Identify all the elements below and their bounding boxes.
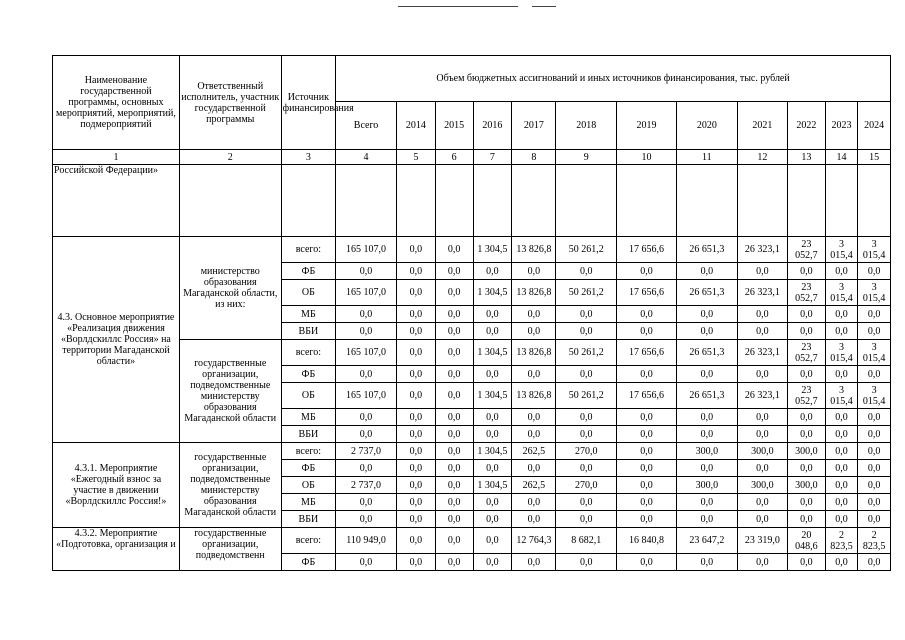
value-cell: 0,0	[336, 263, 397, 280]
value-cell: 0,0	[473, 409, 512, 426]
value-cell: 0,0	[396, 280, 435, 306]
value-cell: 13 826,8	[512, 383, 556, 409]
value-cell: 0,0	[617, 554, 677, 571]
value-cell: 0,0	[556, 511, 617, 528]
header-year: 2021	[737, 102, 787, 150]
header-name: Наименование государственной программы, основных мероприятий, мероприятий, подмероприятий	[53, 56, 180, 150]
source-cell: ФБ	[281, 366, 336, 383]
value-cell: 0,0	[825, 366, 858, 383]
header-year: 2024	[858, 102, 891, 150]
value-cell: 0,0	[473, 460, 512, 477]
value-cell: 1 304,5	[473, 383, 512, 409]
header-year: 2015	[435, 102, 473, 150]
value-cell: 0,0	[858, 263, 891, 280]
value-cell: 0,0	[512, 460, 556, 477]
value-cell: 8 682,1	[556, 528, 617, 554]
value-cell: 300,0	[788, 477, 826, 494]
value-cell: 0,0	[435, 528, 473, 554]
scan-artifact-line	[398, 6, 518, 7]
column-number: 15	[858, 150, 891, 165]
header-year: 2020	[676, 102, 737, 150]
source-cell: ВБИ	[281, 426, 336, 443]
value-cell: 0,0	[617, 366, 677, 383]
value-cell: 17 656,6	[617, 280, 677, 306]
value-cell: 0,0	[336, 426, 397, 443]
value-cell: 0,0	[435, 443, 473, 460]
value-cell: 26 651,3	[676, 237, 737, 263]
value-cell: 17 656,6	[617, 340, 677, 366]
source-cell: всего:	[281, 340, 336, 366]
value-cell: 0,0	[737, 511, 787, 528]
value-cell: 0,0	[617, 306, 677, 323]
value-cell: 0,0	[556, 409, 617, 426]
column-number: 6	[435, 150, 473, 165]
value-cell: 0,0	[336, 409, 397, 426]
value-cell: 0,0	[336, 323, 397, 340]
value-cell: 3 015,4	[825, 383, 858, 409]
value-cell: 0,0	[825, 263, 858, 280]
value-cell: 0,0	[737, 323, 787, 340]
source-cell: МБ	[281, 494, 336, 511]
header-total: Всего	[336, 102, 397, 150]
value-cell: 0,0	[788, 426, 826, 443]
value-cell: 110 949,0	[336, 528, 397, 554]
value-cell: 0,0	[556, 494, 617, 511]
value-cell: 0,0	[396, 366, 435, 383]
value-cell: 13 826,8	[512, 237, 556, 263]
column-number: 13	[788, 150, 826, 165]
value-cell: 50 261,2	[556, 383, 617, 409]
value-cell: 0,0	[435, 263, 473, 280]
value-cell: 1 304,5	[473, 340, 512, 366]
value-cell: 0,0	[512, 306, 556, 323]
table-row	[53, 528, 891, 554]
value-cell: 0,0	[473, 528, 512, 554]
value-cell: 0,0	[396, 460, 435, 477]
value-cell: 12 764,3	[512, 528, 556, 554]
value-cell: 1 304,5	[473, 477, 512, 494]
value-cell: 0,0	[617, 477, 677, 494]
value-cell: 0,0	[788, 511, 826, 528]
value-cell: 0,0	[788, 323, 826, 340]
value-cell: 50 261,2	[556, 340, 617, 366]
value-cell: 0,0	[825, 426, 858, 443]
value-cell: 0,0	[396, 323, 435, 340]
value-cell: 0,0	[396, 554, 435, 571]
value-cell: 0,0	[396, 237, 435, 263]
column-number: 11	[676, 150, 737, 165]
value-cell: 23 647,2	[676, 528, 737, 554]
value-cell: 0,0	[825, 409, 858, 426]
value-cell: 0,0	[737, 554, 787, 571]
value-cell: 0,0	[396, 409, 435, 426]
column-number: 12	[737, 150, 787, 165]
value-cell: 0,0	[336, 494, 397, 511]
value-cell: 0,0	[788, 554, 826, 571]
value-cell: 0,0	[825, 460, 858, 477]
source-cell: всего:	[281, 237, 336, 263]
value-cell: 0,0	[473, 426, 512, 443]
value-cell: 50 261,2	[556, 237, 617, 263]
column-number: 10	[617, 150, 677, 165]
value-cell: 50 261,2	[556, 280, 617, 306]
value-cell: 26 323,1	[737, 383, 787, 409]
value-cell: 23 052,7	[788, 280, 826, 306]
column-number: 2	[179, 150, 281, 165]
value-cell: 0,0	[676, 409, 737, 426]
value-cell: 0,0	[676, 460, 737, 477]
value-cell: 0,0	[676, 263, 737, 280]
value-cell: 16 840,8	[617, 528, 677, 554]
value-cell: 0,0	[435, 511, 473, 528]
source-cell: ОБ	[281, 280, 336, 306]
value-cell: 0,0	[788, 409, 826, 426]
value-cell: 0,0	[336, 366, 397, 383]
value-cell: 0,0	[825, 306, 858, 323]
value-cell: 26 323,1	[737, 280, 787, 306]
header-year: 2016	[473, 102, 512, 150]
value-cell: 0,0	[435, 366, 473, 383]
value-cell: 3 015,4	[858, 383, 891, 409]
value-cell: 0,0	[788, 263, 826, 280]
value-cell: 0,0	[435, 409, 473, 426]
source-cell: всего:	[281, 528, 336, 554]
table-row	[53, 443, 891, 460]
value-cell: 0,0	[858, 323, 891, 340]
value-cell: 0,0	[676, 554, 737, 571]
value-cell: 0,0	[336, 511, 397, 528]
table-row	[53, 237, 891, 263]
value-cell: 165 107,0	[336, 340, 397, 366]
value-cell: 0,0	[435, 494, 473, 511]
responsible-executor: государственные организации, подведомственные министерству образования Магаданской области	[179, 443, 281, 528]
value-cell: 0,0	[396, 528, 435, 554]
value-cell: 0,0	[858, 366, 891, 383]
value-cell: 0,0	[473, 366, 512, 383]
value-cell: 0,0	[858, 409, 891, 426]
value-cell: 0,0	[396, 306, 435, 323]
value-cell: 23 052,7	[788, 237, 826, 263]
value-cell: 0,0	[556, 554, 617, 571]
value-cell: 0,0	[473, 511, 512, 528]
value-cell: 0,0	[556, 426, 617, 443]
value-cell: 300,0	[737, 443, 787, 460]
value-cell: 23 052,7	[788, 340, 826, 366]
source-cell: ВБИ	[281, 323, 336, 340]
source-cell: ФБ	[281, 460, 336, 477]
value-cell: 0,0	[473, 554, 512, 571]
value-cell: 0,0	[435, 237, 473, 263]
value-cell: 0,0	[473, 494, 512, 511]
value-cell: 262,5	[512, 477, 556, 494]
value-cell: 0,0	[556, 263, 617, 280]
value-cell: 270,0	[556, 477, 617, 494]
value-cell: 0,0	[825, 443, 858, 460]
value-cell: 0,0	[676, 426, 737, 443]
value-cell: 0,0	[512, 511, 556, 528]
measure-name: 4.3. Основное мероприятие «Реализация движения «Ворлдскиллс Россия» на территории Магаданской области»	[53, 237, 180, 443]
value-cell: 300,0	[737, 477, 787, 494]
value-cell: 0,0	[737, 426, 787, 443]
source-cell: ОБ	[281, 477, 336, 494]
value-cell: 0,0	[396, 443, 435, 460]
budget-table	[52, 55, 891, 571]
value-cell: 3 015,4	[825, 280, 858, 306]
value-cell: 26 323,1	[737, 340, 787, 366]
source-cell: ФБ	[281, 554, 336, 571]
header-year: 2022	[788, 102, 826, 150]
value-cell: 300,0	[788, 443, 826, 460]
value-cell: 0,0	[512, 426, 556, 443]
responsible-executor: министерство образования Магаданской области, из них:	[179, 237, 281, 340]
value-cell: 0,0	[512, 263, 556, 280]
column-number: 14	[825, 150, 858, 165]
value-cell: 1 304,5	[473, 443, 512, 460]
value-cell: 0,0	[617, 263, 677, 280]
value-cell: 0,0	[396, 426, 435, 443]
value-cell: 0,0	[617, 443, 677, 460]
value-cell: 165 107,0	[336, 280, 397, 306]
value-cell: 3 015,4	[858, 237, 891, 263]
value-cell: 0,0	[435, 460, 473, 477]
value-cell: 0,0	[825, 511, 858, 528]
column-number: 5	[396, 150, 435, 165]
value-cell: 0,0	[556, 460, 617, 477]
column-number: 9	[556, 150, 617, 165]
source-cell: всего:	[281, 443, 336, 460]
value-cell: 17 656,6	[617, 383, 677, 409]
value-cell: 2 737,0	[336, 477, 397, 494]
value-cell: 0,0	[435, 554, 473, 571]
value-cell: 0,0	[788, 460, 826, 477]
value-cell: 0,0	[737, 366, 787, 383]
value-cell: 0,0	[737, 494, 787, 511]
value-cell: 0,0	[858, 494, 891, 511]
value-cell: 0,0	[396, 263, 435, 280]
value-cell: 0,0	[737, 306, 787, 323]
source-cell: ФБ	[281, 263, 336, 280]
value-cell: 0,0	[512, 494, 556, 511]
column-number: 8	[512, 150, 556, 165]
value-cell: 17 656,6	[617, 237, 677, 263]
value-cell: 3 015,4	[858, 340, 891, 366]
value-cell: 1 304,5	[473, 237, 512, 263]
header-year: 2023	[825, 102, 858, 150]
value-cell: 300,0	[676, 443, 737, 460]
header-year: 2014	[396, 102, 435, 150]
value-cell: 0,0	[676, 366, 737, 383]
value-cell: 0,0	[825, 554, 858, 571]
value-cell: 0,0	[788, 494, 826, 511]
value-cell: 2 823,5	[825, 528, 858, 554]
value-cell: 0,0	[473, 263, 512, 280]
value-cell: 0,0	[435, 340, 473, 366]
value-cell: 0,0	[858, 306, 891, 323]
value-cell: 0,0	[676, 306, 737, 323]
value-cell: 0,0	[737, 263, 787, 280]
value-cell: 0,0	[617, 323, 677, 340]
value-cell: 0,0	[556, 366, 617, 383]
value-cell: 0,0	[473, 323, 512, 340]
value-cell: 0,0	[396, 383, 435, 409]
header-volume: Объем бюджетных ассигнований и иных источников финансирования, тыс. рублей	[336, 56, 891, 102]
value-cell: 165 107,0	[336, 383, 397, 409]
value-cell: 0,0	[435, 477, 473, 494]
value-cell: 23 052,7	[788, 383, 826, 409]
value-cell: 0,0	[396, 340, 435, 366]
value-cell: 0,0	[556, 306, 617, 323]
column-number: 3	[281, 150, 336, 165]
value-cell: 0,0	[858, 443, 891, 460]
value-cell: 262,5	[512, 443, 556, 460]
value-cell: 2 823,5	[858, 528, 891, 554]
value-cell: 13 826,8	[512, 280, 556, 306]
value-cell: 0,0	[617, 511, 677, 528]
value-cell: 26 651,3	[676, 383, 737, 409]
value-cell: 3 015,4	[825, 237, 858, 263]
value-cell: 0,0	[396, 494, 435, 511]
value-cell: 0,0	[676, 511, 737, 528]
value-cell: 26 651,3	[676, 280, 737, 306]
value-cell: 20 048,6	[788, 528, 826, 554]
header-year: 2019	[617, 102, 677, 150]
responsible-executor: государственные организации, подведомственные министерству образования Магаданской области	[179, 340, 281, 443]
value-cell: 0,0	[858, 426, 891, 443]
value-cell: 0,0	[858, 511, 891, 528]
value-cell: 0,0	[737, 409, 787, 426]
value-cell: 0,0	[396, 511, 435, 528]
value-cell: 0,0	[435, 426, 473, 443]
value-cell: 0,0	[617, 426, 677, 443]
measure-name: 4.3.2. Мероприятие «Подготовка, организация и	[53, 528, 180, 571]
value-cell: 165 107,0	[336, 237, 397, 263]
header-year: 2017	[512, 102, 556, 150]
value-cell: 0,0	[737, 460, 787, 477]
value-cell: 0,0	[336, 554, 397, 571]
value-cell: 3 015,4	[825, 340, 858, 366]
responsible-executor: государственные организации, подведомственн	[179, 528, 281, 571]
value-cell: 0,0	[435, 280, 473, 306]
measure-name: 4.3.1. Мероприятие «Ежегодный взнос за участие в движении «Ворлдскиллс Россия!»	[53, 443, 180, 528]
value-cell: 0,0	[473, 306, 512, 323]
value-cell: 13 826,8	[512, 340, 556, 366]
value-cell: 270,0	[556, 443, 617, 460]
value-cell: 0,0	[788, 366, 826, 383]
source-cell: МБ	[281, 409, 336, 426]
value-cell: 0,0	[512, 323, 556, 340]
value-cell: 0,0	[858, 460, 891, 477]
header-responsible: Ответственный исполнитель, участник государственной программы	[179, 56, 281, 150]
value-cell: 0,0	[676, 494, 737, 511]
value-cell: 0,0	[556, 323, 617, 340]
source-cell: МБ	[281, 306, 336, 323]
value-cell: 0,0	[336, 306, 397, 323]
header-year: 2018	[556, 102, 617, 150]
value-cell: 0,0	[512, 409, 556, 426]
value-cell: 0,0	[435, 323, 473, 340]
value-cell: 0,0	[788, 306, 826, 323]
value-cell: 0,0	[435, 383, 473, 409]
value-cell: 0,0	[676, 323, 737, 340]
value-cell: 0,0	[858, 477, 891, 494]
value-cell: 0,0	[435, 306, 473, 323]
value-cell: 0,0	[336, 460, 397, 477]
value-cell: 0,0	[825, 477, 858, 494]
value-cell: 0,0	[617, 409, 677, 426]
column-number: 1	[53, 150, 180, 165]
value-cell: 3 015,4	[858, 280, 891, 306]
value-cell: 0,0	[512, 366, 556, 383]
source-cell: ОБ	[281, 383, 336, 409]
value-cell: 0,0	[396, 477, 435, 494]
value-cell: 26 651,3	[676, 340, 737, 366]
value-cell: 0,0	[825, 323, 858, 340]
value-cell: 0,0	[825, 494, 858, 511]
value-cell: 300,0	[676, 477, 737, 494]
value-cell: 0,0	[617, 460, 677, 477]
value-cell: 26 323,1	[737, 237, 787, 263]
value-cell: 0,0	[617, 494, 677, 511]
column-number: 7	[473, 150, 512, 165]
value-cell: 0,0	[512, 554, 556, 571]
source-cell: ВБИ	[281, 511, 336, 528]
column-number: 4	[336, 150, 397, 165]
header-source: Источник финансирования	[281, 56, 336, 150]
value-cell: 1 304,5	[473, 280, 512, 306]
value-cell: 0,0	[858, 554, 891, 571]
value-cell: 2 737,0	[336, 443, 397, 460]
continued-name: Российской Федерации»	[53, 165, 180, 237]
scan-artifact-line	[532, 6, 556, 7]
value-cell: 23 319,0	[737, 528, 787, 554]
